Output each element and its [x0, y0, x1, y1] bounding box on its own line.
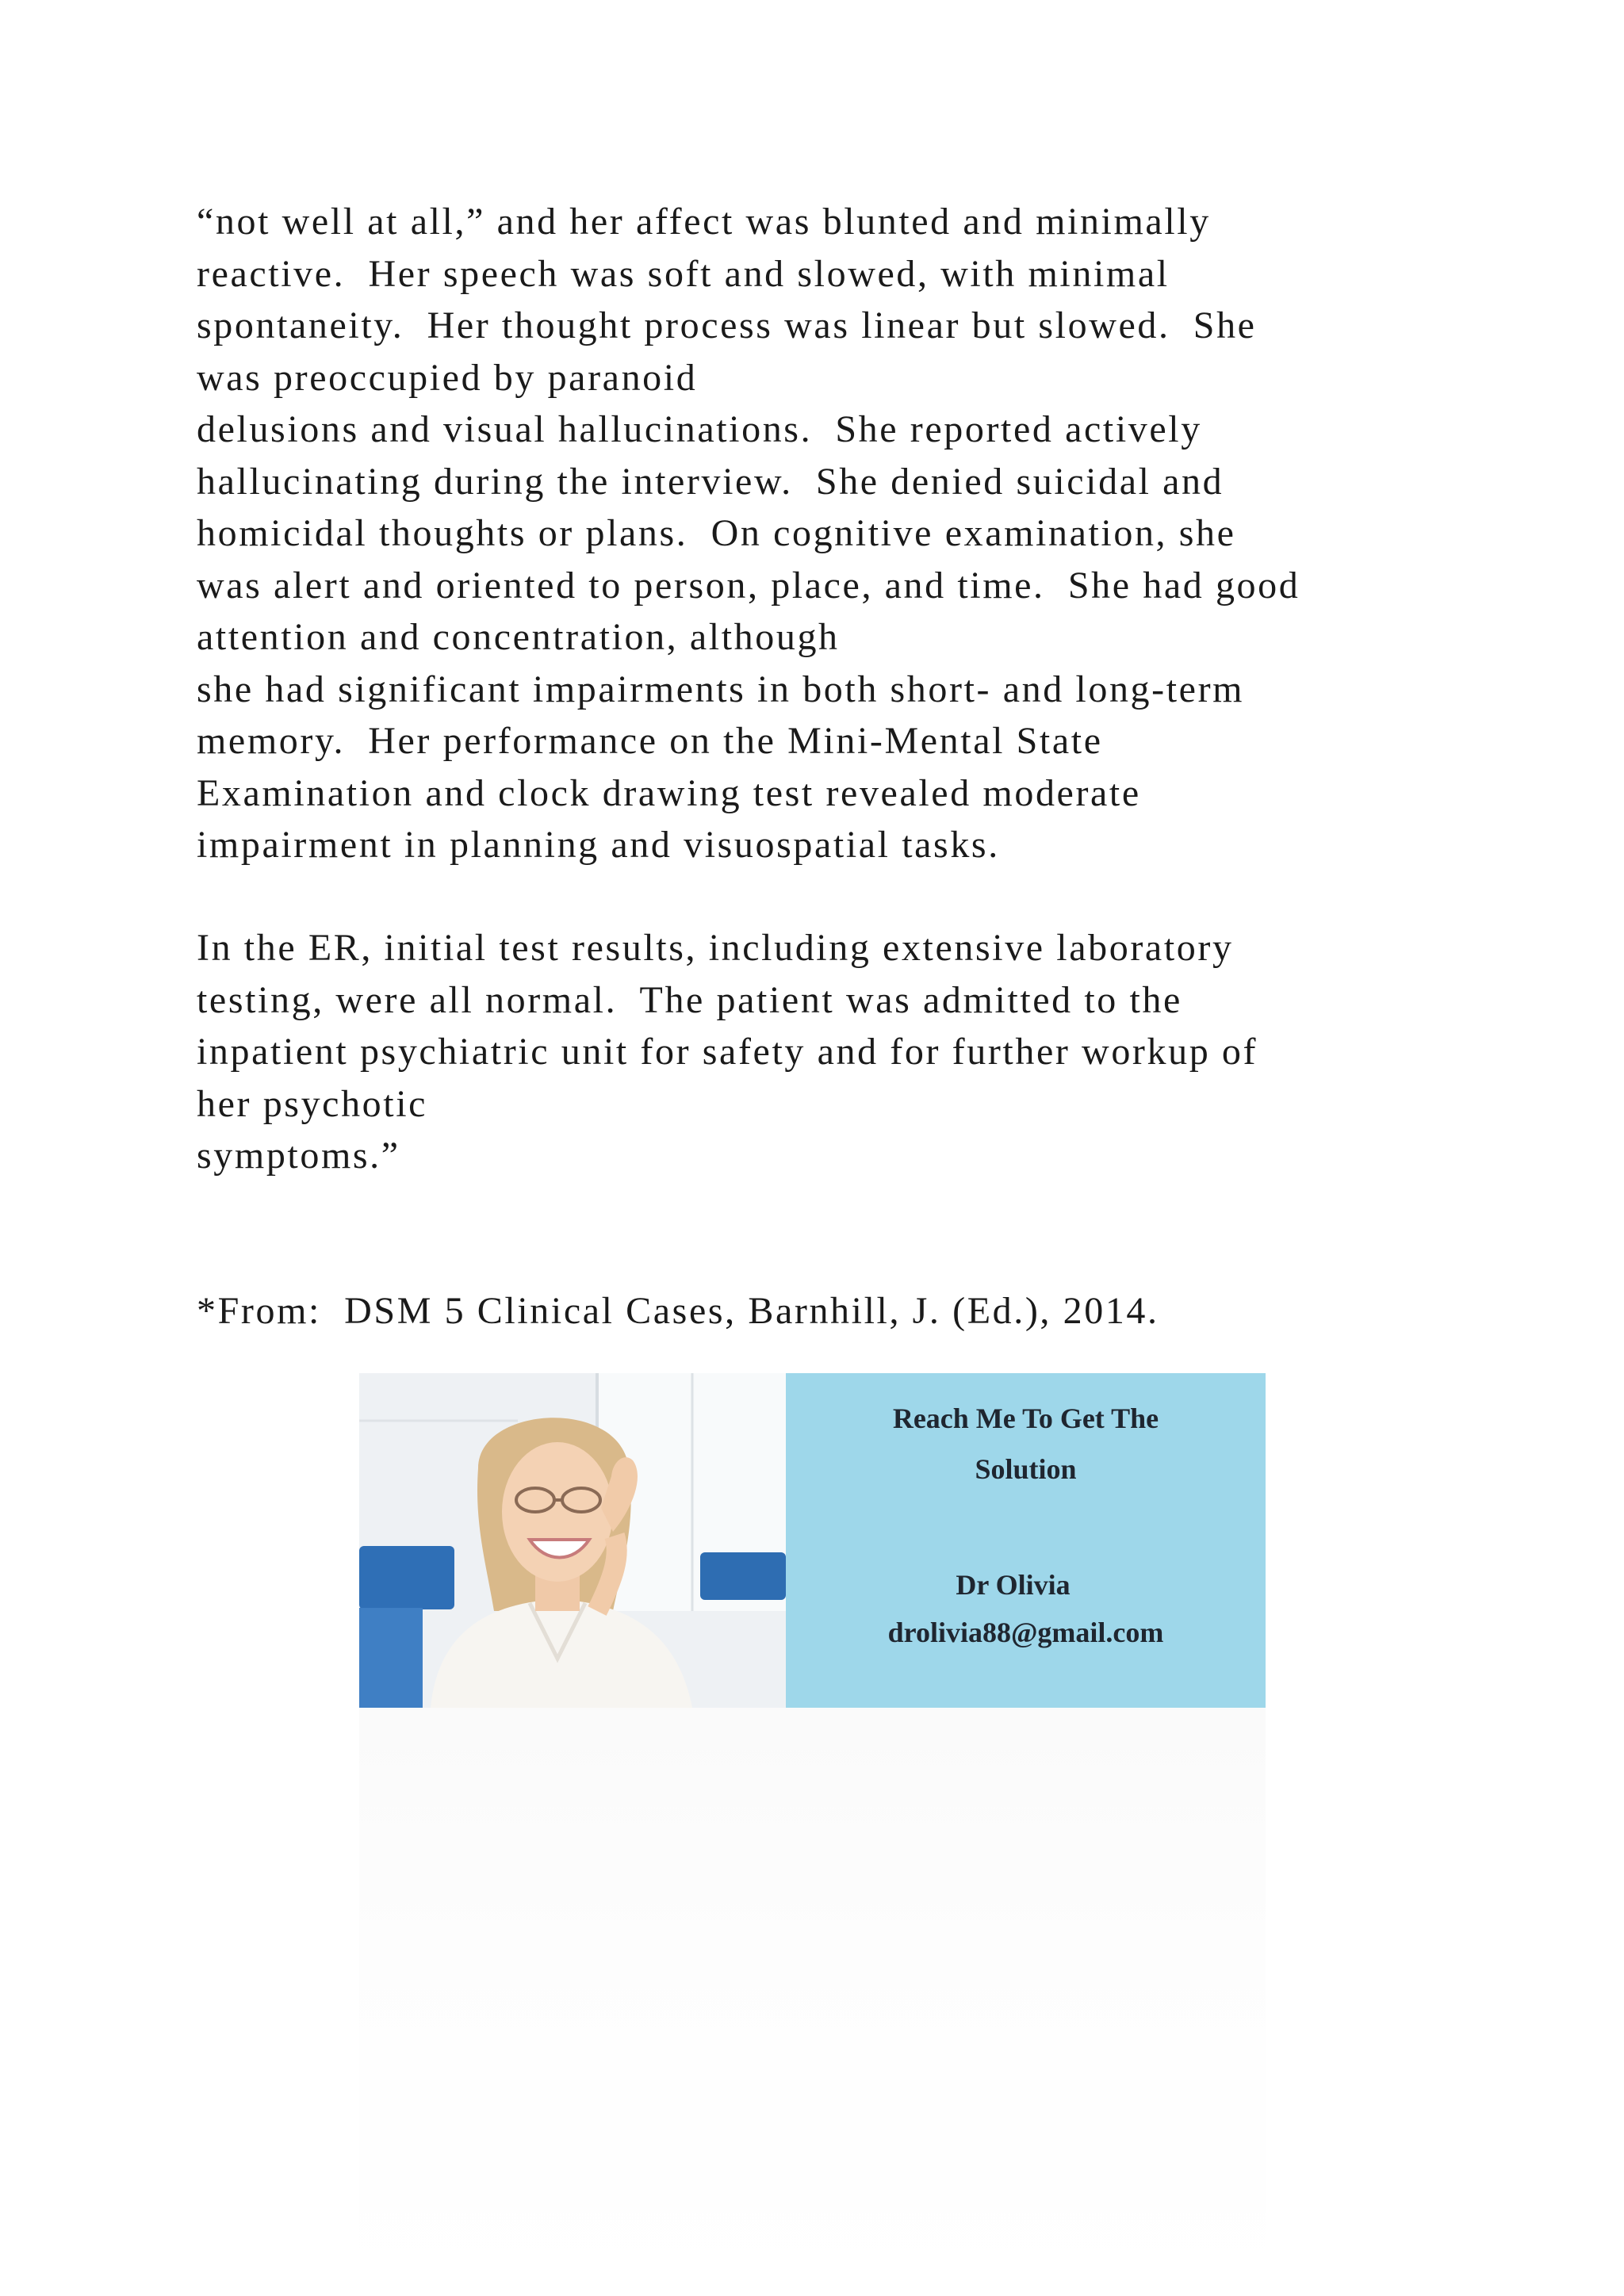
contact-banner — [359, 1373, 1266, 1708]
text-line: was alert and oriented to person, place, and time. She had good — [197, 564, 1300, 607]
faint-image-shadow — [359, 1708, 1266, 2296]
text-line: symptoms.” — [197, 1135, 400, 1177]
text-line: she had significant impairments in both short- and long-term — [197, 668, 1245, 710]
woman-with-glasses-photo — [359, 1373, 786, 1708]
text-line: attention and concentration, although — [197, 616, 840, 658]
banner-contact-email: drolivia88@gmail.com — [887, 1617, 1164, 1648]
text-line: was preoccupied by paranoid — [197, 356, 698, 399]
paragraph-mental-status — [197, 196, 1497, 871]
text-line: homicidal thoughts or plans. On cognitive examination, she — [197, 512, 1236, 554]
banner-contact-name: Dr Olivia — [956, 1569, 1071, 1601]
text-line: reactive. Her speech was soft and slowed, with minimal — [197, 252, 1170, 295]
contact-panel — [786, 1373, 1266, 1708]
text-line: Examination and clock drawing test revealed moderate — [197, 771, 1141, 814]
text-line: testing, were all normal. The patient was admitted to the — [197, 978, 1182, 1021]
text-line: In the ER, initial test results, including extensive laboratory — [197, 927, 1234, 969]
citation-text: *From: DSM 5 Clinical Cases, Barnhill, J. (Ed.), 2014. — [197, 1290, 1159, 1332]
banner-heading-continued: Solution — [975, 1453, 1077, 1485]
text-line: memory. Her performance on the Mini-Mental State — [197, 720, 1103, 762]
paragraph-er-results — [197, 922, 1497, 1182]
text-line: hallucinating during the interview. She denied suicidal and — [197, 460, 1224, 503]
citation — [197, 1285, 1497, 1337]
text-line: delusions and visual hallucinations. She reported actively — [197, 408, 1202, 450]
text-line: impairment in planning and visuospatial tasks. — [197, 824, 1000, 866]
banner-heading: Reach Me To Get The — [892, 1402, 1159, 1434]
portrait-illustration — [359, 1373, 786, 1708]
text-line: inpatient psychiatric unit for safety and for further workup of — [197, 1031, 1258, 1073]
text-line: “not well at all,” and her affect was blunted and minimally — [197, 201, 1211, 243]
text-line: her psychotic — [197, 1082, 428, 1125]
text-line: spontaneity. Her thought process was linear but slowed. She — [197, 304, 1257, 346]
